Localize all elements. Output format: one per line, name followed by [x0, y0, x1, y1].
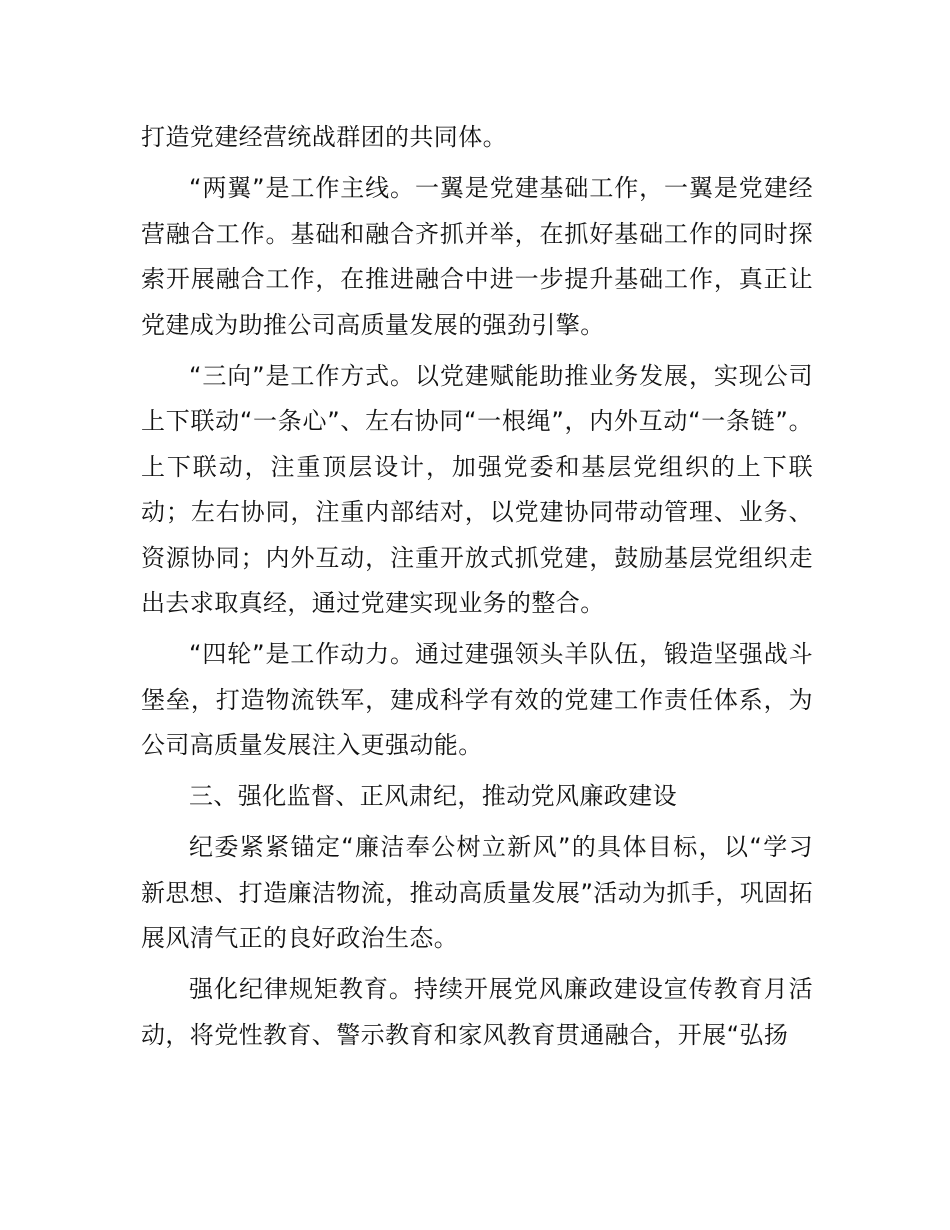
paragraph-four-wheels: “四轮”是工作动力。通过建强领头羊队伍，锻造坚强战斗堡垒，打造物流铁军，建成科学有效的党建工作责任体系，为公司高质量发展注入更强动能。 [141, 640, 813, 759]
paragraph-discipline-committee: 纪委紧紧锚定“廉洁奉公树立新风”的具体目标，以“学习新思想、打造廉洁物流，推动高质量发展”活动为抓手，巩固拓展风清气正的良好政治生态。 [141, 833, 813, 952]
paragraph-continuation: 打造党建经营统战群团的共同体。 [141, 123, 507, 151]
paragraph-three-directions: “三向”是工作方式。以党建赋能助推业务发展，实现公司上下联动“一条心”、左右协同“一根绳”，内外互动“一条链”。上下联动，注重顶层设计，加强党委和基层党组织的上下联动；左右协同，注重内部结对，以党建协同带动管理、业务、资源协同；内外互动，注重开放式抓党建，鼓励基层党组织走出去求取真经，通过党建实现业务的整合。 [141, 361, 813, 617]
paragraph-discipline-education: 强化纪律规矩教育。持续开展党风廉政建设宣传教育月活动，将党性教育、警示教育和家风教育贯通融合，开展“弘扬 [141, 975, 813, 1049]
paragraph-two-wings: “两翼”是工作主线。一翼是党建基础工作，一翼是党建经营融合工作。基础和融合齐抓并举，在抓好基础工作的同时探索开展融合工作，在推进融合中进一步提升基础工作，真正让党建成为助推公司高质量发展的强劲引擎。 [141, 174, 813, 339]
document-body [141, 115, 813, 1058]
section-heading-three: 三、强化监督、正风肃纪，推动党风廉政建设 [189, 782, 677, 810]
